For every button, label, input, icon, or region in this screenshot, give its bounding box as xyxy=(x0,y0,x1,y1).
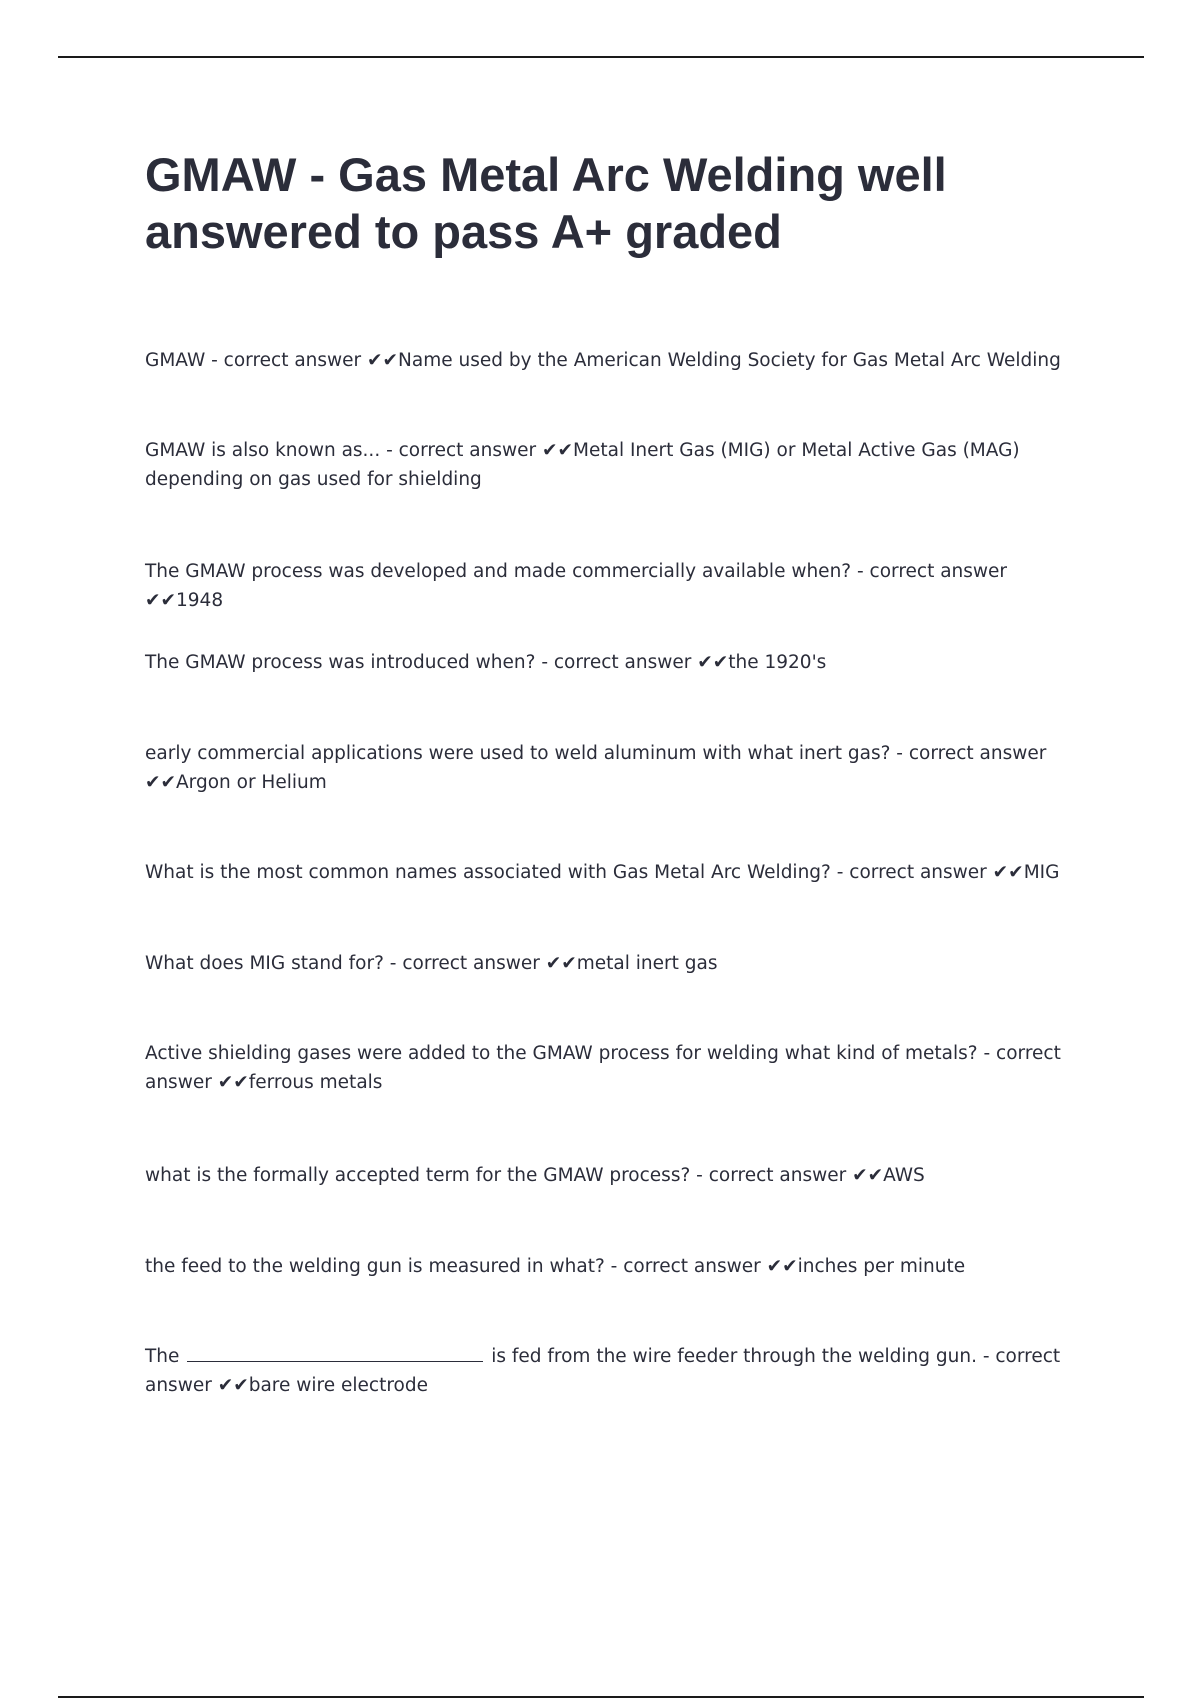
question: what is the formally accepted term for the GMAW process? xyxy=(145,1165,691,1186)
answer-separator: - correct answer xyxy=(604,1256,767,1277)
question: GMAW xyxy=(145,350,206,371)
question: Active shielding gases were added to the GMAW process for welding what kind of metals? xyxy=(145,1043,978,1064)
answer: metal inert gas xyxy=(576,953,718,974)
top-rule xyxy=(58,56,1144,58)
answer: the 1920's xyxy=(728,652,827,673)
question: The GMAW process was developed and made commercially available when? xyxy=(145,561,852,582)
answer-separator: - correct answer xyxy=(890,743,1047,764)
check-icon: ✔✔ xyxy=(697,652,729,673)
qa-item-3 xyxy=(145,557,1080,615)
check-icon: ✔✔ xyxy=(367,350,399,371)
qa-item-7 xyxy=(145,949,1080,978)
answer-separator: - correct answer xyxy=(145,1043,1061,1093)
qa-item-5 xyxy=(145,739,1080,797)
check-icon: ✔✔ xyxy=(145,590,177,611)
question: What does MIG stand for? xyxy=(145,953,384,974)
check-icon: ✔✔ xyxy=(766,1256,798,1277)
answer: 1948 xyxy=(176,590,224,611)
answer-separator: - correct answer xyxy=(535,652,698,673)
qa-item-10 xyxy=(145,1252,1080,1281)
answer-separator: - correct answer xyxy=(383,953,546,974)
answer: inches per minute xyxy=(797,1256,966,1277)
question: What is the most common names associated with Gas Metal Arc Welding? xyxy=(145,862,831,883)
answer-separator: - correct answer xyxy=(690,1165,853,1186)
qa-item-1 xyxy=(145,346,1080,375)
check-icon: ✔✔ xyxy=(217,1072,249,1093)
answer: ferrous metals xyxy=(248,1072,383,1093)
fill-in-blank xyxy=(187,1343,483,1362)
answer-separator: - correct answer xyxy=(851,561,1008,582)
question: GMAW is also known as... xyxy=(145,440,381,461)
qa-item-6 xyxy=(145,858,1080,887)
answer-separator: - correct answer xyxy=(380,440,542,461)
document-title: GMAW - Gas Metal Arc Welding well answered to pass A+ graded xyxy=(145,148,947,258)
answer-separator: - correct answer xyxy=(205,350,368,371)
answer: AWS xyxy=(883,1165,925,1186)
qa-item-11 xyxy=(145,1342,1080,1400)
answer: Metal Inert Gas (MIG) or Metal Active Gas (MAG) depending on gas used for shielding xyxy=(145,440,1020,490)
question-end: is fed from the wire feeder through the welding gun. xyxy=(491,1346,977,1367)
question: early commercial applications were used to weld aluminum with what inert gas? xyxy=(145,743,891,764)
answer-separator: - correct answer xyxy=(830,862,993,883)
qa-item-9 xyxy=(145,1161,1080,1190)
qa-item-2 xyxy=(145,436,1080,494)
check-icon: ✔✔ xyxy=(145,772,177,793)
check-icon: ✔✔ xyxy=(217,1375,249,1396)
check-icon: ✔✔ xyxy=(542,440,574,461)
qa-item-8 xyxy=(145,1039,1080,1097)
question: the feed to the welding gun is measured in what? xyxy=(145,1256,605,1277)
check-icon: ✔✔ xyxy=(545,953,577,974)
bottom-rule xyxy=(58,1696,1144,1698)
question-start: The xyxy=(145,1346,180,1367)
answer: Argon or Helium xyxy=(176,772,327,793)
answer-separator: - correct answer xyxy=(145,1346,1061,1396)
answer: MIG xyxy=(1023,862,1060,883)
check-icon: ✔✔ xyxy=(852,1165,884,1186)
answer: bare wire electrode xyxy=(248,1375,428,1396)
check-icon: ✔✔ xyxy=(992,862,1024,883)
question: The GMAW process was introduced when? xyxy=(145,652,536,673)
qa-item-4 xyxy=(145,648,1080,677)
answer: Name used by the American Welding Society for Gas Metal Arc Welding xyxy=(398,350,1061,371)
